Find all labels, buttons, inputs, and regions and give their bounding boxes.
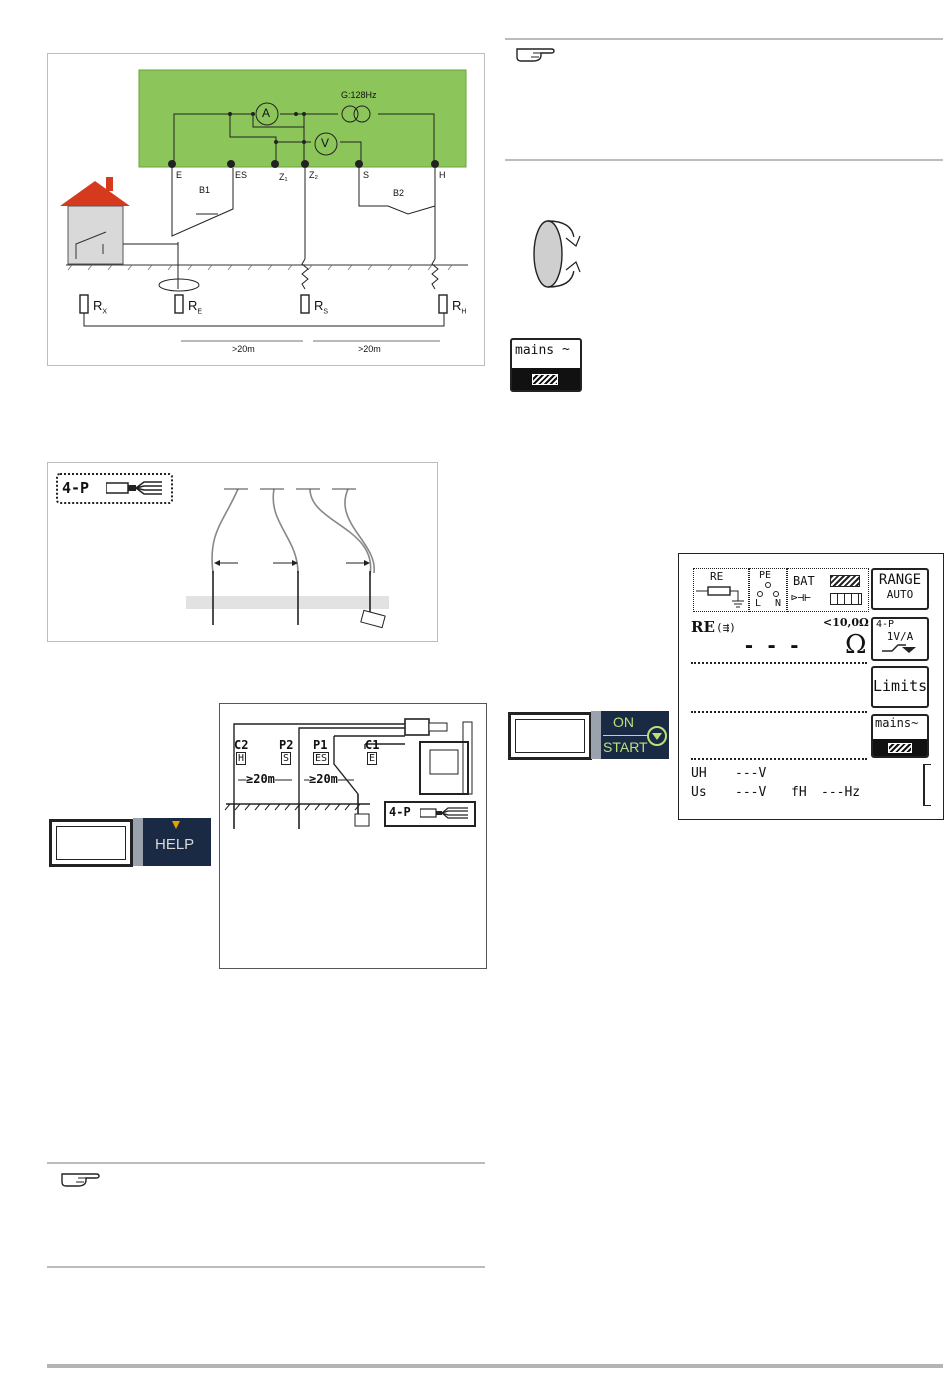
pe-parameter-box: PE L N xyxy=(749,568,787,612)
voltmeter-symbol: V xyxy=(321,136,330,150)
fh-label: fH xyxy=(791,785,807,800)
probe-arrangement-figure xyxy=(47,462,438,642)
pe-socket-icon xyxy=(751,581,785,599)
us-label: Us xyxy=(691,785,707,800)
help-screen-svg xyxy=(220,704,486,968)
help-socket-e: E xyxy=(369,753,376,764)
resistor-rx: $R_X$ xyxy=(93,298,108,316)
uh-value: ---V xyxy=(735,766,767,781)
terminal-h: H xyxy=(439,170,446,180)
on-key-text: ON xyxy=(613,714,634,730)
help-screen-figure xyxy=(219,703,487,969)
probe-svg xyxy=(48,463,437,641)
display-divider-2 xyxy=(691,711,867,713)
diode-icon: ⊳⊣⊢ xyxy=(791,591,811,604)
help-label-p1: P1 xyxy=(313,738,328,752)
start-key-text: START xyxy=(603,739,648,755)
display-divider-3 xyxy=(691,758,867,760)
help-socket-s: S xyxy=(283,753,290,764)
help-distance-1: ≥20m xyxy=(246,772,275,786)
house-roof xyxy=(60,181,130,206)
ammeter-symbol: A xyxy=(262,106,271,120)
battery-icon xyxy=(532,374,558,385)
instrument-panel xyxy=(139,70,466,167)
note-rule-top-left xyxy=(47,1162,485,1164)
scroll-bracket xyxy=(923,764,931,806)
resistor-earth-icon xyxy=(696,581,746,609)
help-distance-2: ≥20m xyxy=(309,772,338,786)
device-display xyxy=(678,553,944,820)
help-softkey-button[interactable] xyxy=(49,819,133,867)
mains-battery-icon: mains ~ xyxy=(510,338,582,392)
help-label-c1: C1 xyxy=(365,738,380,752)
help-adapter-plug-icon xyxy=(420,805,470,821)
help-key-label[interactable] xyxy=(133,818,211,866)
terminal-z1: Z₁ xyxy=(279,172,288,182)
measurement-label: RE xyxy=(691,618,715,636)
clamp-probe-icon: (⇶) xyxy=(716,621,736,634)
ac-tilde-icon: ~ xyxy=(562,342,570,357)
terminal-z2: Z₂ xyxy=(309,170,318,180)
distance-label-1: >20m xyxy=(232,344,255,354)
generator-label: G:128Hz xyxy=(341,90,377,100)
four-pole-adapter-badge: 4-P xyxy=(56,473,173,504)
note-rule-top-right xyxy=(505,38,943,40)
us-value: ---V xyxy=(735,785,767,800)
rotary-switch-icon xyxy=(526,218,586,295)
probe-mode-softkey[interactable]: 4-P 1V/A xyxy=(871,617,929,661)
note-rule-bottom-left xyxy=(47,1266,485,1268)
schematic-svg xyxy=(48,54,484,365)
battery-level-icon xyxy=(830,575,860,587)
terminal-es: ES xyxy=(235,170,248,180)
range-indicator: <10,0Ω xyxy=(823,616,869,629)
resistor-re: $R_E$ xyxy=(188,298,203,316)
help-key-text: HELP xyxy=(155,836,195,853)
uh-label: UH xyxy=(691,766,707,781)
help-key-left-bar xyxy=(133,818,143,866)
distance-label-2: >20m xyxy=(358,344,381,354)
on-start-softkey-button[interactable] xyxy=(508,712,592,760)
help-label-p2: P2 xyxy=(279,738,294,752)
start-arrow-icon xyxy=(647,726,667,746)
pointing-hand-icon-right xyxy=(515,41,555,68)
resistor-rs: $R_S$ xyxy=(314,298,329,316)
limits-softkey[interactable]: Limits xyxy=(871,666,929,708)
help-socket-h: H xyxy=(238,753,245,764)
battery-status-box: BAT ⊳⊣⊢ xyxy=(787,568,869,612)
help-adapter-badge: 4-P xyxy=(384,801,476,827)
switch-b2: B2 xyxy=(393,188,405,198)
on-key-left-bar xyxy=(591,711,601,759)
reading-value: - - - xyxy=(745,632,803,659)
earth-measurement-schematic xyxy=(47,53,485,366)
battery-cells-icon xyxy=(830,593,862,605)
mains-battery-bar xyxy=(873,739,927,756)
probe-mode-arrow-icon xyxy=(880,643,920,653)
mains-tilde-icon: ~ xyxy=(911,716,919,730)
note-rule-bottom-right xyxy=(505,159,943,161)
switch-b1: B1 xyxy=(199,185,211,195)
re-parameter-box: RE xyxy=(693,568,749,612)
terminal-s: S xyxy=(363,170,370,180)
help-key-arrow-icon xyxy=(172,821,180,829)
footer-rule xyxy=(47,1364,943,1368)
terminal-e: E xyxy=(176,170,183,180)
unit-symbol: Ω xyxy=(845,630,867,660)
help-label-c2: C2 xyxy=(234,738,249,752)
on-start-key-label[interactable] xyxy=(591,711,669,759)
resistor-rh: $R_H$ xyxy=(452,298,467,316)
on-key-divider xyxy=(603,735,653,736)
help-socket-es: ES xyxy=(315,753,328,764)
pointing-hand-icon xyxy=(60,1166,100,1193)
mains-softkey[interactable]: mains~ xyxy=(871,714,929,758)
battery-bar xyxy=(512,368,580,390)
fh-value: ---Hz xyxy=(821,785,861,800)
range-softkey[interactable]: RANGE AUTO xyxy=(871,568,929,610)
display-divider-1 xyxy=(691,662,867,664)
